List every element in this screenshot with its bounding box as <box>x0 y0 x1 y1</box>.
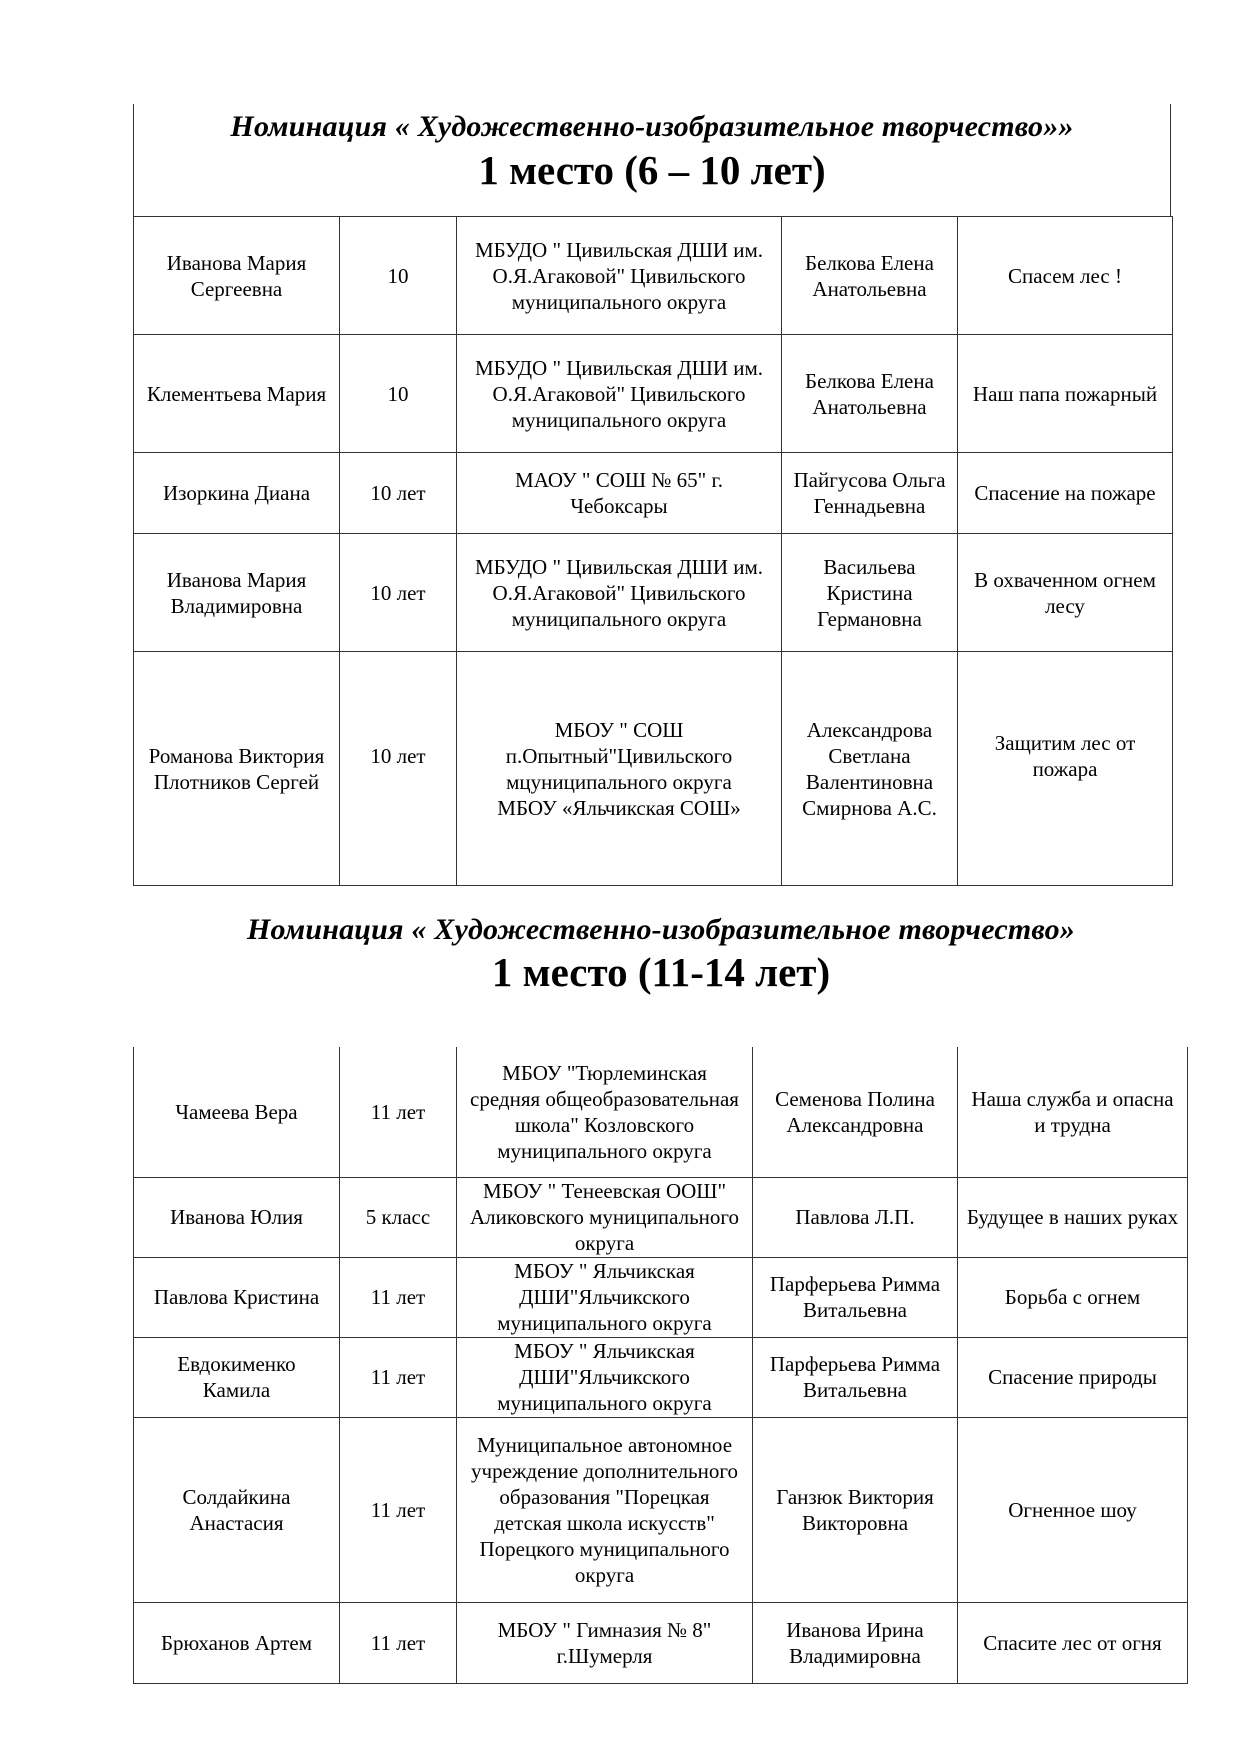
participant-name: Солдайкина Анастасия <box>134 1417 340 1602</box>
school-name: МБУДО " Цивильская ДШИ им. О.Я.Агаковой" Цивильского муниципального округа <box>457 534 782 652</box>
nomination-title: Номинация « Художественно-изобразительное творчество» <box>247 913 1075 946</box>
school-name: МБУДО " Цивильская ДШИ им. О.Я.Агаковой" Цивильского муниципального округа <box>457 217 782 335</box>
participant-age: 11 лет <box>340 1417 457 1602</box>
section2-nomination <box>133 913 1189 953</box>
teacher-name: Семенова Полина Александровна <box>753 1047 958 1177</box>
participant-age: 11 лет <box>340 1257 457 1337</box>
teacher-name: Белкова Елена Анатольевна <box>782 335 958 453</box>
participant-age: 11 лет <box>340 1337 457 1417</box>
participant-age: 11 лет <box>340 1602 457 1683</box>
teacher-name: Иванова Ирина Владимировна <box>753 1602 958 1683</box>
teacher-name: Парферьева Римма Витальевна <box>753 1257 958 1337</box>
teacher-name: Ганзюк Виктория Викторовна <box>753 1417 958 1602</box>
participant-age: 10 лет <box>340 453 457 534</box>
section1-header <box>133 104 1171 217</box>
work-title: Наша служба и опасна и трудна <box>958 1047 1188 1177</box>
school-name: МБОУ " Гимназия № 8" г.Шумерля <box>457 1602 753 1683</box>
school-name: МАОУ " СОШ № 65" г. Чебоксары <box>457 453 782 534</box>
participant-name: Павлова Кристина <box>134 1257 340 1337</box>
participant-age: 10 <box>340 335 457 453</box>
participant-age: 10 лет <box>370 743 426 768</box>
place-title: 1 место (11-14 лет) <box>491 949 831 995</box>
results-table-6-10 <box>133 216 1173 886</box>
table-row <box>134 453 1173 534</box>
participant-age: 5 класс <box>340 1177 457 1257</box>
participant-name: Клементьева Мария <box>134 335 340 453</box>
participant-age: 11 лет <box>340 1047 457 1177</box>
participant-name: Романова Виктория <box>148 743 325 768</box>
school-name: МБОУ " Тенеевская ООШ" Аликовского муниципального округа <box>457 1177 753 1257</box>
school-name: МБОУ "Тюрлеминская средняя общеобразовательная школа" Козловского муниципального округа <box>457 1047 753 1177</box>
table-row <box>134 335 1173 453</box>
participant-name: Иванова Юлия <box>134 1177 340 1257</box>
table-row <box>134 534 1173 652</box>
work-title: Борьба с огнем <box>958 1257 1188 1337</box>
work-title: Спасение на пожаре <box>958 453 1173 534</box>
school-name: МБОУ «Яльчикская СОШ» <box>497 795 741 820</box>
participant-name: Плотников Сергей <box>153 769 320 794</box>
participant-name: Иванова Мария Владимировна <box>134 534 340 652</box>
teacher-name: Пайгусова Ольга Геннадьевна <box>782 453 958 534</box>
work-title: Спасите лес от огня <box>958 1602 1188 1683</box>
teacher-name-cell <box>782 652 958 886</box>
school-name: МБУДО " Цивильская ДШИ им. О.Я.Агаковой" Цивильского муниципального округа <box>457 335 782 453</box>
school-name: Муниципальное автономное учреждение дополнительного образования "Порецкая детская школа искусств" Порецкого муниципального округа <box>457 1417 753 1602</box>
participant-age-cell <box>340 652 457 886</box>
school-name-cell <box>457 652 782 886</box>
work-title: Защитим лес от пожара <box>994 730 1136 781</box>
participant-name: Чамеева Вера <box>134 1047 340 1177</box>
work-title: Будущее в наших руках <box>958 1177 1188 1257</box>
work-title: Огненное шоу <box>958 1417 1188 1602</box>
table-row <box>134 1177 1188 1257</box>
nomination-title: Номинация « Художественно-изобразительное творчество»» <box>230 110 1074 143</box>
participant-name: Брюханов Артем <box>134 1602 340 1683</box>
table-row <box>134 217 1173 335</box>
work-title: В охваченном огнем лесу <box>958 534 1173 652</box>
participant-age: 10 <box>340 217 457 335</box>
results-table-11-14 <box>133 1047 1188 1684</box>
school-name: МБОУ " Яльчикская ДШИ"Яльчикского муниципального округа <box>457 1257 753 1337</box>
participant-age <box>348 769 448 795</box>
participant-name: Иванова Мария Сергеевна <box>134 217 340 335</box>
work-title: Наш папа пожарный <box>958 335 1173 453</box>
table-row <box>134 1047 1188 1177</box>
table-row <box>134 1602 1188 1683</box>
work-title: Спасем лес ! <box>958 217 1173 335</box>
place-title: 1 место (6 – 10 лет) <box>478 147 826 193</box>
school-name: МБОУ " Яльчикская ДШИ"Яльчикского муниципального округа <box>457 1337 753 1417</box>
teacher-name: Белкова Елена Анатольевна <box>782 217 958 335</box>
table-row-merged <box>134 652 1173 886</box>
work-title <box>966 782 1164 808</box>
participant-name: Изоркина Диана <box>134 453 340 534</box>
teacher-name: Смирнова А.С. <box>802 795 937 820</box>
teacher-name: Парферьева Римма Витальевна <box>753 1337 958 1417</box>
teacher-name: Павлова Л.П. <box>753 1177 958 1257</box>
section2-place <box>133 948 1189 1000</box>
teacher-name: Васильева Кристина Германовна <box>782 534 958 652</box>
participant-name: Евдокименко Камила <box>134 1337 340 1417</box>
table-row <box>134 1417 1188 1602</box>
work-title-cell <box>958 652 1173 886</box>
participant-names-cell <box>134 652 340 886</box>
teacher-name: Александрова Светлана Валентиновна <box>805 717 934 794</box>
work-title: Спасение природы <box>958 1337 1188 1417</box>
table-row <box>134 1257 1188 1337</box>
table-row <box>134 1337 1188 1417</box>
school-name: МБОУ " СОШ п.Опытный"Цивильского мцуниципального округа <box>505 717 733 794</box>
participant-age: 10 лет <box>340 534 457 652</box>
